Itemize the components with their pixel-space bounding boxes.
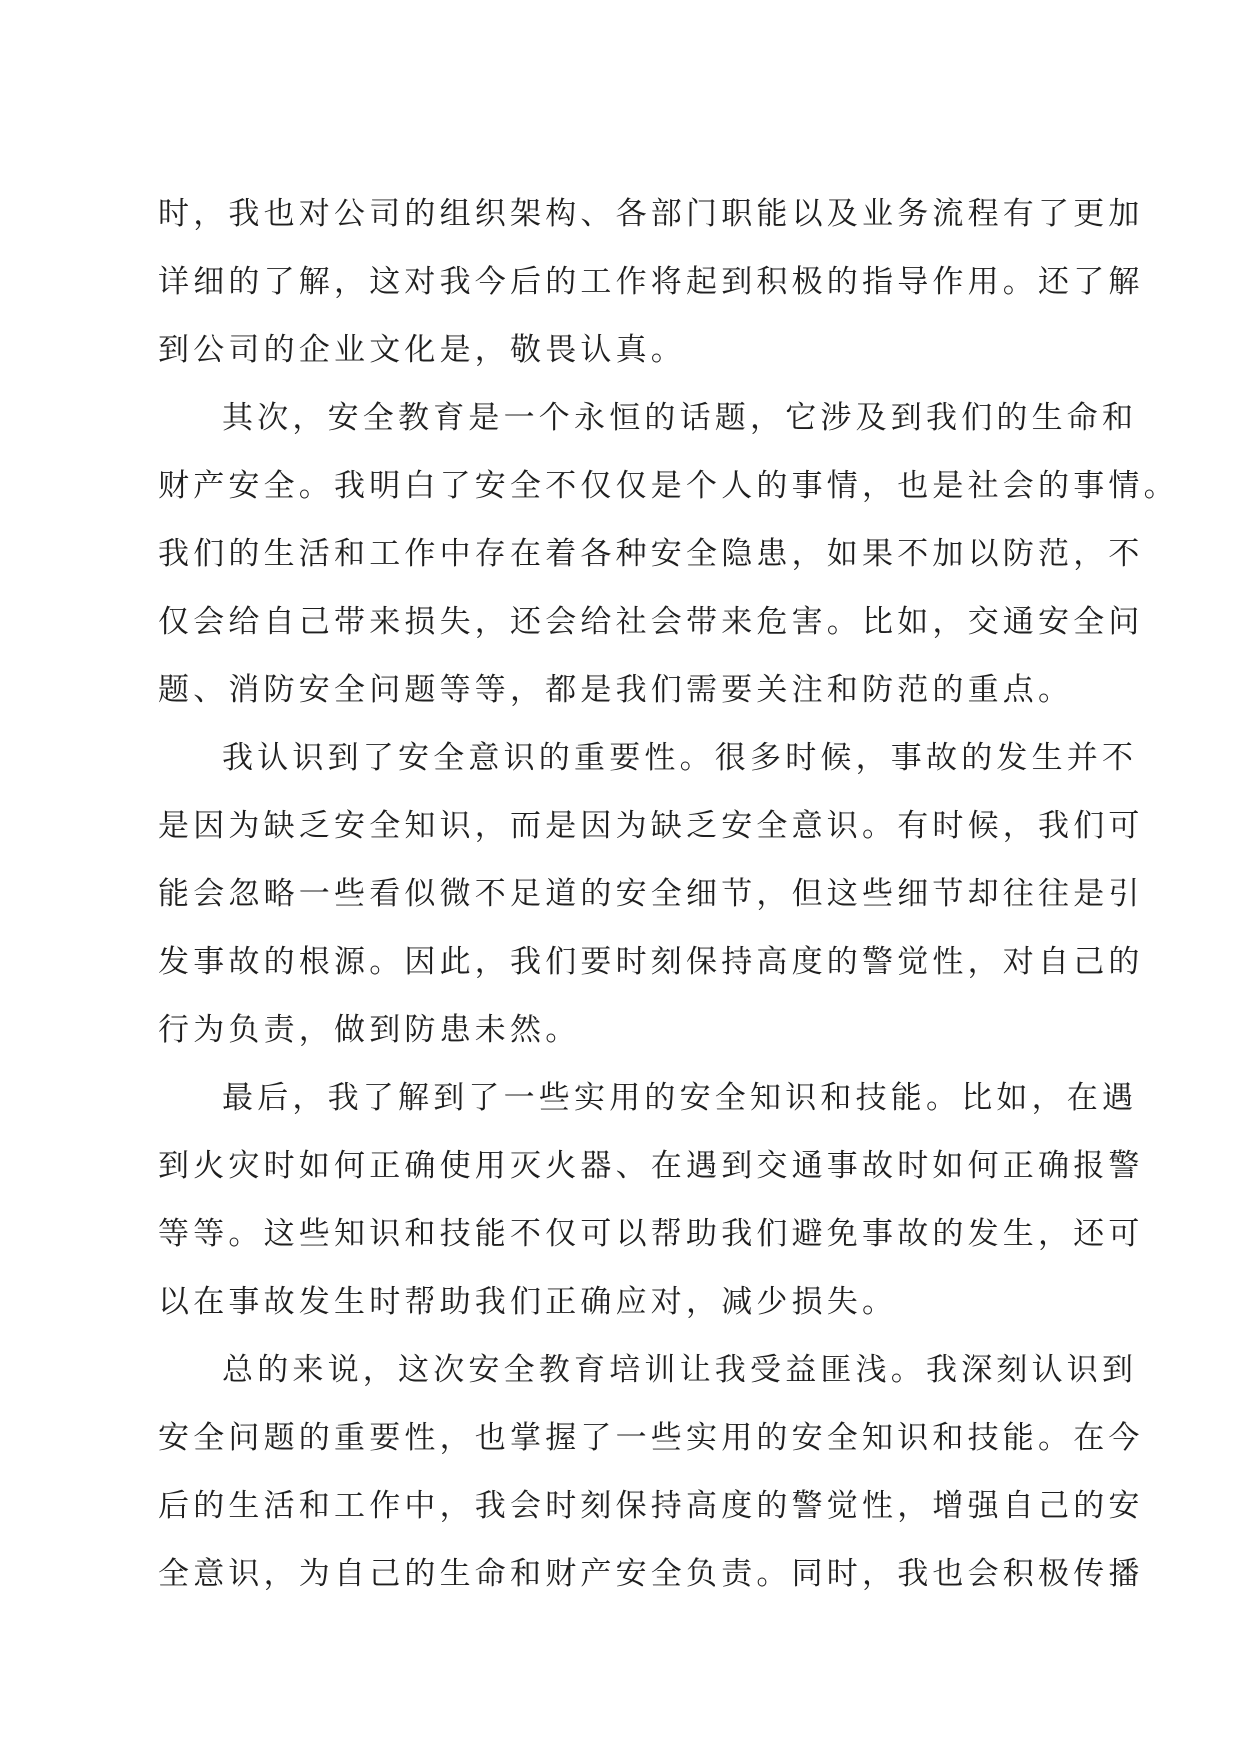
paragraph-line: 发事故的根源。因此，我们要时刻保持高度的警觉性，对自己的 xyxy=(158,944,1144,980)
paragraph-line: 我们的生活和工作中存在着各种安全隐患，如果不加以防范，不 xyxy=(158,536,1144,572)
paragraph-line: 能会忽略一些看似微不足道的安全细节，但这些细节却往往是引 xyxy=(158,876,1144,912)
paragraph-line: 到公司的企业文化是，敬畏认真。 xyxy=(158,332,686,368)
paragraph-2 xyxy=(158,384,1179,724)
paragraph-line: 仅会给自己带来损失，还会给社会带来危害。比如，交通安全问 xyxy=(158,604,1144,640)
paragraph-line: 安全问题的重要性，也掌握了一些实用的安全知识和技能。在今 xyxy=(158,1420,1144,1456)
paragraph-line: 全意识，为自己的生命和财产安全负责。同时，我也会积极传播 xyxy=(158,1556,1144,1592)
paragraph-3 xyxy=(158,724,1144,1064)
paragraph-5 xyxy=(158,1336,1144,1608)
paragraph-4 xyxy=(158,1064,1144,1336)
paragraph-line: 题、消防安全问题等等，都是我们需要关注和防范的重点。 xyxy=(158,672,1074,708)
paragraph-line: 财产安全。我明白了安全不仅仅是个人的事情，也是社会的事情。 xyxy=(158,468,1179,504)
paragraph-line: 行为负责，做到防患未然。 xyxy=(158,1012,581,1048)
paragraph-line: 其次，安全教育是一个永恒的话题，它涉及到我们的生命和 xyxy=(222,400,1138,436)
paragraph-line: 后的生活和工作中，我会时刻保持高度的警觉性，增强自己的安 xyxy=(158,1488,1144,1524)
paragraph-line: 总的来说，这次安全教育培训让我受益匪浅。我深刻认识到 xyxy=(222,1352,1138,1388)
paragraph-1 xyxy=(158,180,1144,384)
paragraph-line: 我认识到了安全意识的重要性。很多时候，事故的发生并不 xyxy=(222,740,1138,776)
paragraph-line: 到火灾时如何正确使用灭火器、在遇到交通事故时如何正确报警 xyxy=(158,1148,1144,1184)
document-body xyxy=(158,180,1179,1608)
paragraph-line: 最后，我了解到了一些实用的安全知识和技能。比如，在遇 xyxy=(222,1080,1138,1116)
paragraph-line: 等等。这些知识和技能不仅可以帮助我们避免事故的发生，还可 xyxy=(158,1216,1144,1252)
paragraph-line: 以在事故发生时帮助我们正确应对，减少损失。 xyxy=(158,1284,898,1320)
paragraph-line: 是因为缺乏安全知识，而是因为缺乏安全意识。有时候，我们可 xyxy=(158,808,1144,844)
paragraph-line: 详细的了解，这对我今后的工作将起到积极的指导作用。还了解 xyxy=(158,264,1144,300)
paragraph-line: 时，我也对公司的组织架构、各部门职能以及业务流程有了更加 xyxy=(158,196,1144,232)
